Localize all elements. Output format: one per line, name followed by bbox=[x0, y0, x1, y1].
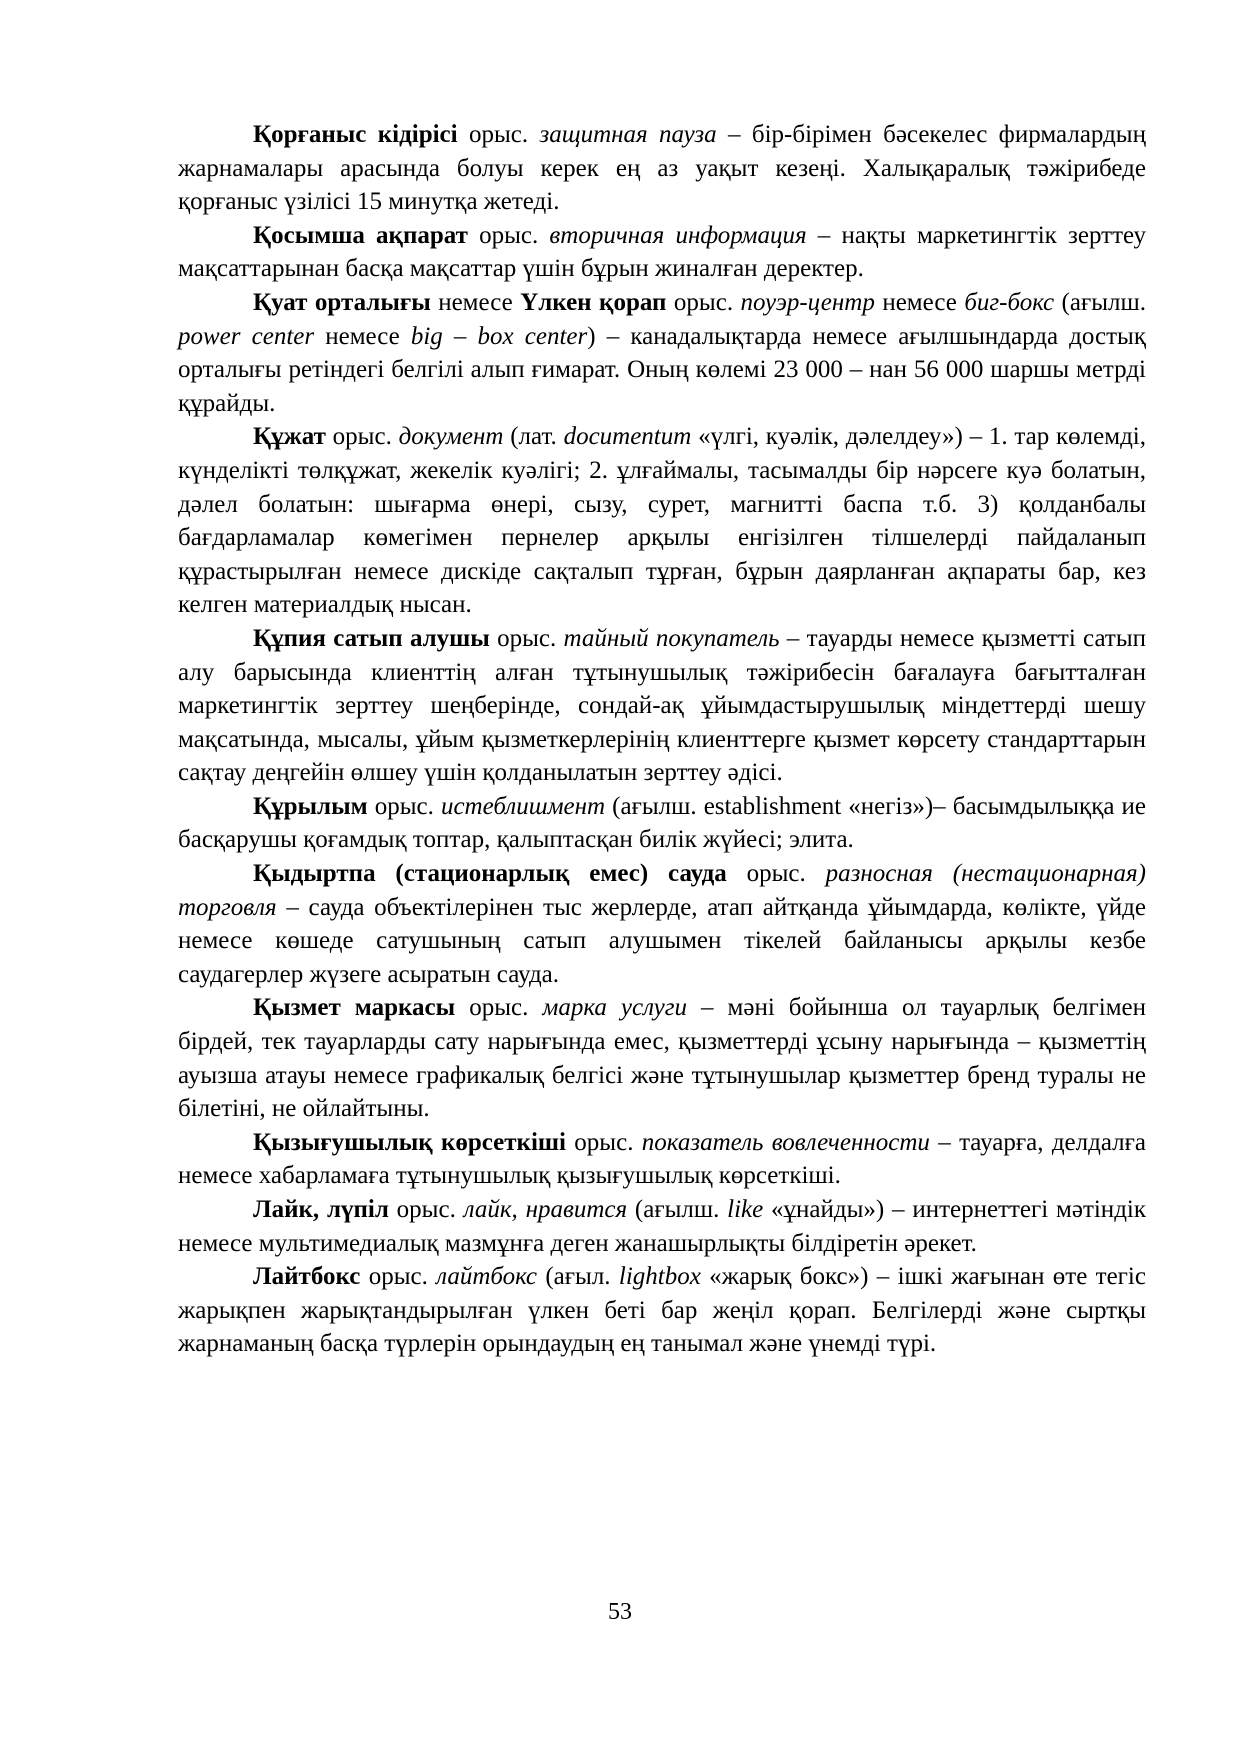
definition-text: «ұнайды») – интернеттегі мәтіндік немесе мультимедиалық мазмұнға деген жанашырлықты білдіретін әрекет. bbox=[178, 1196, 1146, 1257]
foreign-equivalent: тайный покупатель bbox=[563, 624, 780, 652]
term: Құжат bbox=[253, 423, 326, 451]
foreign-equivalent: lightbox bbox=[618, 1263, 701, 1291]
foreign-equivalent: поуэр-центр bbox=[740, 288, 875, 316]
foreign-equivalent: показатель вовлеченности bbox=[641, 1128, 930, 1156]
foreign-equivalent: разносная (нестационарная) торговля bbox=[178, 860, 1146, 921]
term: Құпия сатып алушы bbox=[253, 624, 490, 652]
definition-text: – мәні бойынша ол тауарлық белгімен бірдей, тек тауарларды сату нарығында емес, қызметтерді ұсыну нарығында – қызметтің ауызша атауы немесе графикалық белгісі және тұтынушылар қызметтер бренд туралы не білетіні, не ойлайтыны. bbox=[178, 994, 1146, 1123]
foreign-equivalent: вторичная информация bbox=[549, 221, 807, 249]
definition-text: немесе bbox=[314, 322, 411, 350]
definition-text: орыс. bbox=[360, 1263, 437, 1291]
foreign-equivalent: марка услуги bbox=[542, 994, 688, 1022]
foreign-equivalent: like bbox=[727, 1196, 764, 1223]
foreign-equivalent: power center bbox=[178, 322, 315, 350]
glossary-entry bbox=[178, 1260, 1146, 1361]
term: Қосымша ақпарат bbox=[253, 221, 468, 249]
term: Қызмет маркасы bbox=[253, 994, 456, 1022]
definition-text: орыс. bbox=[489, 624, 564, 652]
definition-text: (ағылш. establishment «негіз»)– басымдылыққа ие басқарушы қоғамдық топтар, қалыптасқан билік жүйесі; элита. bbox=[178, 792, 1146, 854]
term: Құрылым bbox=[253, 792, 368, 820]
definition-text: «жарық бокс») – ішкі жағынан өте тегіс жарықпен жарықтандырылған үлкен беті бар жеңіл қорап. Белгілерді және сыртқы жарнаманың басқа түрлерін орындаудың ең танымал және үнемді түрі. bbox=[178, 1263, 1146, 1358]
term: Қуат орталығы bbox=[253, 288, 431, 316]
glossary-entry bbox=[178, 857, 1146, 991]
foreign-equivalent: лайтбокс bbox=[436, 1263, 538, 1291]
term: Үлкен қорап bbox=[520, 288, 667, 316]
glossary-entry bbox=[178, 622, 1146, 790]
foreign-equivalent: защитная пауза bbox=[539, 121, 717, 148]
definition-text: «үлгі, куәлік, дәлелдеу») – 1. тар көлемді, күнделікті төлқұжат, жекелік куәлігі; 2. ұлғаймалы, тасымалды бір нәрсеге куә болатын, дәлел болатын: шығарма өнері, сызу, сурет, магнитті баспа т.б. 3) қолданбалы бағдарламалар көмегімен пернелер арқылы енгізілген тілшелерді пайдаланып құрастырылған немесе дискіде сақталып тұрған, бұрын даярланған ақпараты бар, кез келген материалдық нысан. bbox=[178, 423, 1146, 619]
foreign-equivalent: истеблишмент bbox=[440, 792, 606, 820]
definition-text: орыс. bbox=[457, 121, 540, 148]
foreign-equivalent: documentum bbox=[563, 423, 692, 451]
term: Лайк, лүпіл bbox=[253, 1196, 389, 1223]
term: Лайтбокс bbox=[253, 1263, 361, 1291]
definition-text: (ағылш. bbox=[627, 1196, 728, 1223]
foreign-equivalent: документ bbox=[398, 423, 504, 451]
glossary-entry bbox=[178, 420, 1146, 622]
term: Қыдыртпа (стационарлық емес) сауда bbox=[253, 860, 727, 888]
foreign-equivalent: биг-бокс bbox=[964, 288, 1055, 316]
definition-text: орыс. bbox=[467, 221, 550, 249]
glossary-entry bbox=[178, 1126, 1146, 1193]
foreign-equivalent: big – box center bbox=[410, 322, 588, 350]
definition-text: ) – канадалықтарда немесе ағылшындарда достық орталығы ретіндегі белгілі алып ғимарат. Оның көлемі 23 000 – нан 56 000 шаршы метрді құрайды. bbox=[178, 322, 1146, 417]
definition-text: орыс. bbox=[666, 288, 741, 316]
definition-text: – тауарды немесе қызметті сатып алу барысында клиенттің алған тұтынушылық тәжірибесін бағалауға бағытталған маркетингтік зерттеу шеңберінде, сондай-ақ ұйымдастырушылық міндеттерді шешу мақсатында, мысалы, ұйым қызметкерлерінің клиенттерге қызмет көрсету стандарттарын сақтау деңгейін өлшеу үшін қолданылатын зерттеу әдісі. bbox=[178, 624, 1146, 787]
glossary-entry bbox=[178, 1193, 1146, 1260]
page-number: 53 bbox=[608, 1599, 632, 1625]
definition-text: орыс. bbox=[455, 994, 543, 1022]
page-body bbox=[178, 118, 1146, 1361]
definition-text: – нақты маркетингтік зерттеу мақсаттарынан басқа мақсаттар үшін бұрын жиналған деректер. bbox=[178, 221, 1146, 283]
definition-text: орыс. bbox=[325, 423, 399, 451]
definition-text: немесе bbox=[874, 288, 965, 316]
term: Қорғаныс кідірісі bbox=[253, 121, 458, 148]
definition-text: (ағыл. bbox=[537, 1263, 619, 1291]
glossary-entry bbox=[178, 790, 1146, 857]
definition-text: (лат. bbox=[503, 423, 564, 451]
term: Қызығушылық көрсеткіші bbox=[253, 1128, 566, 1156]
definition-text: орыс. bbox=[388, 1196, 464, 1223]
definition-text: – тауарға, делдалға немесе хабарламаға тұтынушылық қызығушылық көрсеткіші. bbox=[178, 1128, 1146, 1190]
glossary-entry bbox=[178, 219, 1146, 286]
definition-text: (ағылш. bbox=[1054, 288, 1146, 316]
definition-text: немесе bbox=[430, 288, 521, 316]
glossary-entry bbox=[178, 991, 1146, 1125]
glossary-entry bbox=[178, 286, 1146, 420]
glossary-entry bbox=[178, 118, 1146, 219]
definition-text: орыс. bbox=[565, 1128, 642, 1156]
foreign-equivalent: лайк, нравится bbox=[463, 1196, 628, 1223]
definition-text: – сауда объектілерінен тыс жерлерде, атап айтқанда ұйымдарда, көлікте, үйде немесе көшеде сатушының сатып алушымен тікелей байланысы арқылы кезбе саудагерлер жүзеге асыратын сауда. bbox=[178, 893, 1146, 988]
definition-text: орыс. bbox=[367, 792, 441, 820]
definition-text: орыс. bbox=[726, 860, 826, 888]
definition-text: – бір-бірімен бәсекелес фирмалардың жарнамалары арасында болуы керек ең аз уақыт кезеңі. Халықаралық тәжірибеде қорғаныс үзілісі 15 минутқа жетеді. bbox=[178, 121, 1146, 216]
